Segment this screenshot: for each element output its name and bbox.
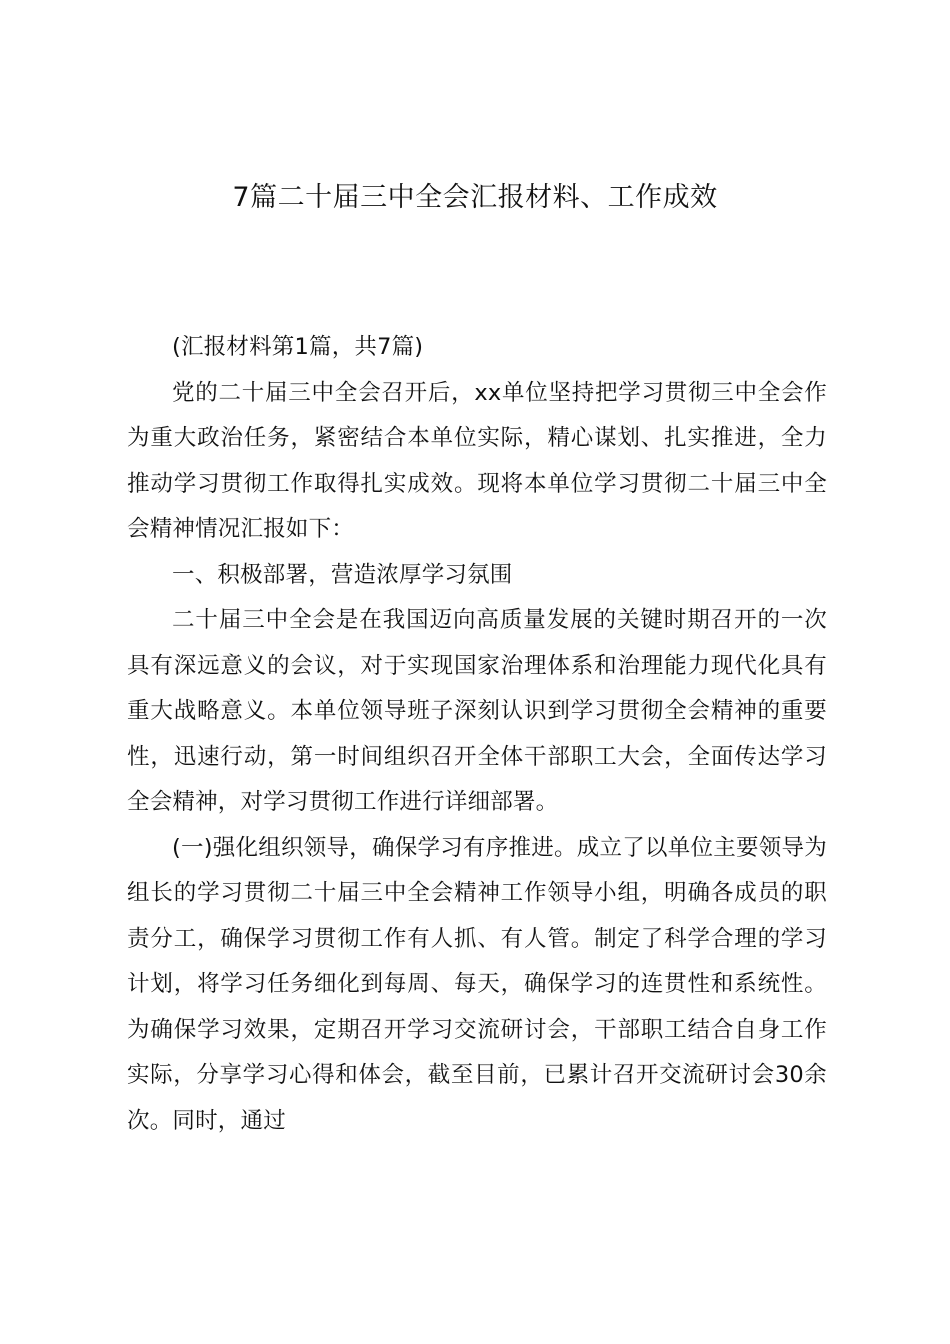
paragraph-section-1: 二十届三中全会是在我国迈向高质量发展的关键时期召开的一次具有深远意义的会议，对于实现国家治理体系和治理能力现代化具有重大战略意义。本单位领导班子深刻认识到学习贯彻全会精神的重要性，迅速行动，第一时间组织召开全体干部职工大会，全面传达学习全会精神，对学习贯彻工作进行详细部署。 <box>127 607 827 815</box>
paragraph-intro: 党的二十届三中全会召开后，xx单位坚持把学习贯彻三中全会作为重大政治任务，紧密结合本单位实际，精心谋划、扎实推进，全力推动学习贯彻工作取得扎实成效。现将本单位学习贯彻二十届三中全会精神情况汇报如下： <box>127 379 827 542</box>
paragraph-series-note: (汇报材料第1篇，共7篇) <box>172 334 424 360</box>
document-body <box>127 325 827 1144</box>
paragraph-subsection-1: (一)强化组织领导，确保学习有序推进。成立了以单位主要领导为组长的学习贯彻二十届三中全会精神工作领导小组，明确各成员的职责分工，确保学习贯彻工作有人抓、有人管。制定了科学合理的学习计划，将学习任务细化到每周、每天，确保学习的连贯性和系统性。为确保学习效果，定期召开学习交流研讨会，干部职工结合自身工作实际，分享学习心得和体会，截至目前，已累计召开交流研讨会30余次。同时，通过 <box>127 834 827 1134</box>
document-title: 7篇二十届三中全会汇报材料、工作成效 <box>232 182 718 213</box>
section-heading-1: 一、积极部署，营造浓厚学习氛围 <box>172 561 513 588</box>
